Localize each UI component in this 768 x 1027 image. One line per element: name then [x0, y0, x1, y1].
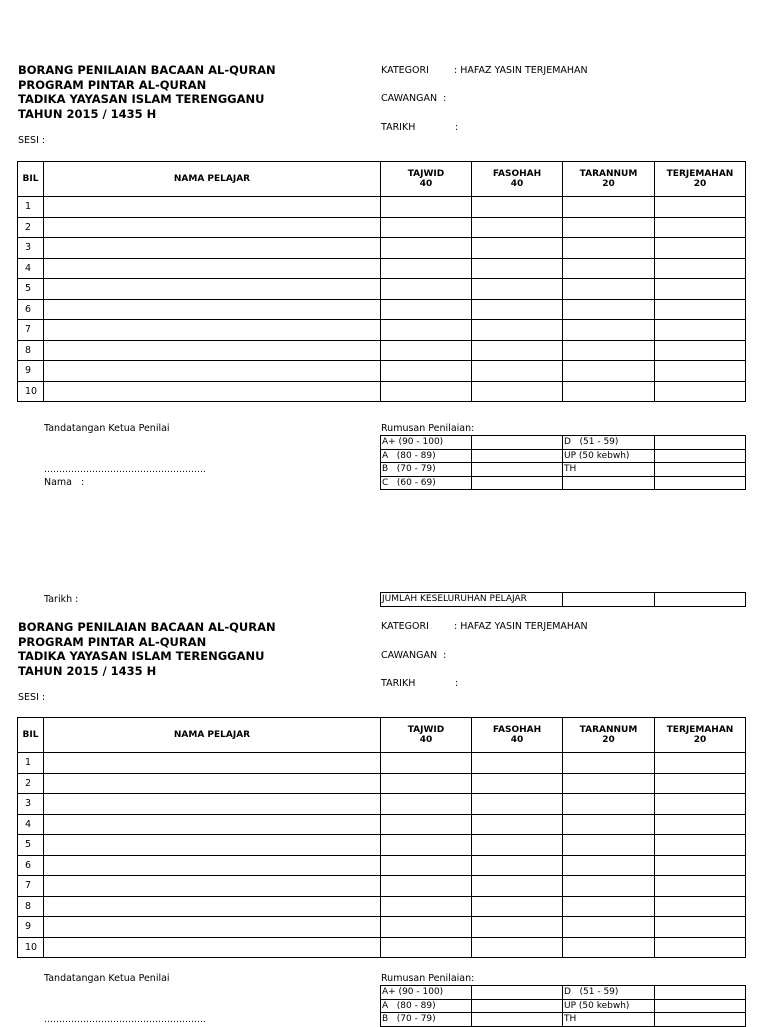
total-table [380, 592, 746, 607]
row-number: 1 [18, 753, 44, 774]
terjemahan-cell[interactable] [655, 258, 746, 279]
col-terjemahan: TERJEMAHAN 20 [655, 718, 746, 753]
tarannum-cell[interactable] [563, 855, 655, 876]
tajwid-cell[interactable] [381, 238, 472, 259]
tarannum-cell[interactable] [563, 361, 655, 382]
row-number: 6 [18, 855, 44, 876]
tajwid-cell[interactable] [381, 320, 472, 341]
fasohah-cell[interactable] [472, 814, 563, 835]
grade-cell [563, 476, 655, 490]
sesi-label: SESI : [18, 135, 46, 146]
grade-cell: C (60 - 69) [381, 476, 472, 490]
tarannum-cell[interactable] [563, 753, 655, 774]
tarikh-footer-label[interactable]: Tarikh : [44, 594, 79, 605]
rumusan-table [380, 435, 746, 490]
rumusan-title: Rumusan Penilaian: [381, 973, 475, 984]
tarannum-cell[interactable] [563, 299, 655, 320]
table-row [18, 794, 746, 815]
signature-line[interactable]: ……………………………………………… [44, 465, 206, 475]
table-row [18, 320, 746, 341]
tarannum-cell[interactable] [563, 340, 655, 361]
row-number: 9 [18, 361, 44, 382]
tarikh-colon[interactable]: : [455, 122, 459, 133]
terjemahan-cell[interactable] [655, 794, 746, 815]
student-name-cell[interactable] [44, 217, 381, 238]
fasohah-cell[interactable] [472, 258, 563, 279]
terjemahan-cell[interactable] [655, 299, 746, 320]
tajwid-cell[interactable] [381, 340, 472, 361]
terjemahan-cell[interactable] [655, 340, 746, 361]
student-name-cell[interactable] [44, 753, 381, 774]
tajwid-cell[interactable] [381, 217, 472, 238]
table-row [18, 876, 746, 897]
student-name-cell[interactable] [44, 279, 381, 300]
row-number: 7 [18, 876, 44, 897]
grade-count[interactable] [472, 986, 563, 1000]
table-row [18, 217, 746, 238]
signature-label: Tandatangan Ketua Penilai [44, 423, 170, 434]
col-terjemahan: TERJEMAHAN 20 [655, 162, 746, 197]
tajwid-cell[interactable] [381, 258, 472, 279]
fasohah-cell[interactable] [472, 238, 563, 259]
score-table [17, 717, 746, 958]
tarikh-label: TARIKH [381, 678, 416, 689]
tarannum-cell[interactable] [563, 835, 655, 856]
tarikh-label: TARIKH [381, 122, 416, 133]
tajwid-cell[interactable] [381, 299, 472, 320]
signature-line[interactable]: ……………………………………………… [44, 1015, 206, 1025]
cawangan-label[interactable]: CAWANGAN : [381, 650, 447, 661]
grade-cell: A (80 - 89) [381, 999, 472, 1013]
table-row [18, 340, 746, 361]
grade-cell: UP (50 kebwh) [563, 449, 655, 463]
terjemahan-cell[interactable] [655, 773, 746, 794]
grade-cell: B (70 - 79) [381, 1013, 472, 1027]
row-number: 6 [18, 299, 44, 320]
fasohah-cell[interactable] [472, 299, 563, 320]
student-name-cell[interactable] [44, 814, 381, 835]
fasohah-cell[interactable] [472, 197, 563, 218]
row-number: 9 [18, 917, 44, 938]
title-line: TAHUN 2015 / 1435 H [18, 663, 157, 678]
grade-count[interactable] [472, 999, 563, 1013]
terjemahan-cell[interactable] [655, 361, 746, 382]
terjemahan-cell[interactable] [655, 238, 746, 259]
kategori-label: KATEGORI [381, 65, 429, 76]
tajwid-cell[interactable] [381, 197, 472, 218]
tajwid-cell[interactable] [381, 753, 472, 774]
student-name-cell[interactable] [44, 773, 381, 794]
form-title [18, 63, 276, 121]
kategori-value: : HAFAZ YASIN TERJEMAHAN [454, 621, 588, 632]
form-title [18, 620, 276, 678]
grade-count[interactable] [655, 436, 746, 450]
table-row [18, 238, 746, 259]
cawangan-label[interactable]: CAWANGAN : [381, 93, 447, 104]
student-name-cell[interactable] [44, 835, 381, 856]
col-fasohah: FASOHAH 40 [472, 162, 563, 197]
fasohah-cell[interactable] [472, 381, 563, 402]
fasohah-cell[interactable] [472, 896, 563, 917]
title-line: PROGRAM PINTAR AL-QURAN [18, 634, 207, 649]
fasohah-cell[interactable] [472, 794, 563, 815]
tajwid-cell[interactable] [381, 876, 472, 897]
terjemahan-cell[interactable] [655, 814, 746, 835]
row-number: 8 [18, 340, 44, 361]
grade-cell: A (80 - 89) [381, 449, 472, 463]
grade-cell: TH [563, 463, 655, 477]
tarannum-cell[interactable] [563, 238, 655, 259]
row-number: 10 [18, 381, 44, 402]
row-number: 4 [18, 258, 44, 279]
row-number: 3 [18, 794, 44, 815]
row-number: 1 [18, 197, 44, 218]
total-count[interactable] [655, 593, 746, 607]
tarannum-cell[interactable] [563, 320, 655, 341]
terjemahan-cell[interactable] [655, 937, 746, 958]
terjemahan-cell[interactable] [655, 279, 746, 300]
tarannum-cell[interactable] [563, 197, 655, 218]
tajwid-cell[interactable] [381, 794, 472, 815]
student-name-cell[interactable] [44, 917, 381, 938]
student-name-cell[interactable] [44, 197, 381, 218]
col-tarannum: TARANNUM 20 [563, 718, 655, 753]
title-line: BORANG PENILAIAN BACAAN AL-QURAN [18, 620, 276, 634]
student-name-cell[interactable] [44, 340, 381, 361]
kategori-label: KATEGORI [381, 621, 429, 632]
student-name-cell[interactable] [44, 937, 381, 958]
grade-count[interactable] [472, 463, 563, 477]
terjemahan-cell[interactable] [655, 896, 746, 917]
row-number: 5 [18, 835, 44, 856]
student-name-cell[interactable] [44, 896, 381, 917]
col-tajwid: TAJWID 40 [381, 718, 472, 753]
grade-cell: TH [563, 1013, 655, 1027]
table-body [18, 753, 746, 958]
nama-label[interactable]: Nama : [44, 477, 85, 488]
row-number: 8 [18, 896, 44, 917]
tarannum-cell[interactable] [563, 794, 655, 815]
sesi-label: SESI : [18, 692, 46, 703]
terjemahan-cell[interactable] [655, 217, 746, 238]
tajwid-cell[interactable] [381, 814, 472, 835]
row-number: 2 [18, 773, 44, 794]
grade-count[interactable] [655, 476, 746, 490]
table-row [18, 896, 746, 917]
tajwid-cell[interactable] [381, 381, 472, 402]
terjemahan-cell[interactable] [655, 381, 746, 402]
student-name-cell[interactable] [44, 238, 381, 259]
grade-cell: B (70 - 79) [381, 463, 472, 477]
tajwid-cell[interactable] [381, 855, 472, 876]
row-number: 5 [18, 279, 44, 300]
table-row [18, 753, 746, 774]
table-row [18, 855, 746, 876]
col-fasohah: FASOHAH 40 [472, 718, 563, 753]
fasohah-cell[interactable] [472, 217, 563, 238]
tarikh-colon[interactable]: : [455, 678, 459, 689]
student-name-cell[interactable] [44, 794, 381, 815]
terjemahan-cell[interactable] [655, 197, 746, 218]
row-number: 2 [18, 217, 44, 238]
terjemahan-cell[interactable] [655, 835, 746, 856]
table-row [18, 258, 746, 279]
table-row [18, 361, 746, 382]
table-row [18, 279, 746, 300]
table-row [18, 814, 746, 835]
tajwid-cell[interactable] [381, 361, 472, 382]
tajwid-cell[interactable] [381, 937, 472, 958]
table-row [18, 299, 746, 320]
terjemahan-cell[interactable] [655, 917, 746, 938]
rumusan-title: Rumusan Penilaian: [381, 423, 475, 434]
tajwid-cell[interactable] [381, 835, 472, 856]
student-name-cell[interactable] [44, 855, 381, 876]
row-number: 3 [18, 238, 44, 259]
score-table [17, 161, 746, 402]
row-number: 7 [18, 320, 44, 341]
col-tajwid: TAJWID 40 [381, 162, 472, 197]
rumusan-table [380, 985, 746, 1027]
grade-cell: D (51 - 59) [563, 986, 655, 1000]
fasohah-cell[interactable] [472, 917, 563, 938]
tarannum-cell[interactable] [563, 917, 655, 938]
title-line: TAHUN 2015 / 1435 H [18, 106, 157, 121]
tarannum-cell[interactable] [563, 896, 655, 917]
fasohah-cell[interactable] [472, 876, 563, 897]
tajwid-cell[interactable] [381, 896, 472, 917]
row-number: 10 [18, 937, 44, 958]
student-name-cell[interactable] [44, 876, 381, 897]
total-label: JUMLAH KESELURUHAN PELAJAR [381, 593, 563, 607]
fasohah-cell[interactable] [472, 753, 563, 774]
grade-count[interactable] [472, 449, 563, 463]
terjemahan-cell[interactable] [655, 320, 746, 341]
table-row [18, 835, 746, 856]
table-row [18, 773, 746, 794]
fasohah-cell[interactable] [472, 340, 563, 361]
grade-count[interactable] [472, 436, 563, 450]
grade-cell: UP (50 kebwh) [563, 999, 655, 1013]
title-line: BORANG PENILAIAN BACAAN AL-QURAN [18, 63, 276, 77]
grade-cell: A+ (90 - 100) [381, 436, 472, 450]
tarannum-cell[interactable] [563, 381, 655, 402]
grade-count[interactable] [655, 463, 746, 477]
fasohah-cell[interactable] [472, 835, 563, 856]
col-nama-pelajar: NAMA PELAJAR [44, 162, 381, 197]
terjemahan-cell[interactable] [655, 876, 746, 897]
table-row [18, 937, 746, 958]
table-row [18, 381, 746, 402]
total-count[interactable] [563, 593, 655, 607]
tarannum-cell[interactable] [563, 279, 655, 300]
col-nama-pelajar: NAMA PELAJAR [44, 718, 381, 753]
title-line: TADIKA YAYASAN ISLAM TERENGGANU [18, 649, 265, 663]
kategori-value: : HAFAZ YASIN TERJEMAHAN [454, 65, 588, 76]
signature-label: Tandatangan Ketua Penilai [44, 973, 170, 984]
tarannum-cell[interactable] [563, 937, 655, 958]
tarannum-cell[interactable] [563, 217, 655, 238]
fasohah-cell[interactable] [472, 773, 563, 794]
student-name-cell[interactable] [44, 361, 381, 382]
grade-count[interactable] [472, 476, 563, 490]
col-tarannum: TARANNUM 20 [563, 162, 655, 197]
student-name-cell[interactable] [44, 258, 381, 279]
fasohah-cell[interactable] [472, 937, 563, 958]
student-name-cell[interactable] [44, 381, 381, 402]
fasohah-cell[interactable] [472, 855, 563, 876]
grade-count[interactable] [655, 449, 746, 463]
col-bil: BIL [18, 162, 44, 197]
col-bil: BIL [18, 718, 44, 753]
terjemahan-cell[interactable] [655, 753, 746, 774]
terjemahan-cell[interactable] [655, 855, 746, 876]
table-row [18, 197, 746, 218]
title-line: PROGRAM PINTAR AL-QURAN [18, 77, 207, 92]
tarannum-cell[interactable] [563, 258, 655, 279]
tarannum-cell[interactable] [563, 773, 655, 794]
table-row [18, 917, 746, 938]
fasohah-cell[interactable] [472, 320, 563, 341]
grade-count[interactable] [655, 999, 746, 1013]
tajwid-cell[interactable] [381, 917, 472, 938]
tajwid-cell[interactable] [381, 279, 472, 300]
fasohah-cell[interactable] [472, 279, 563, 300]
tajwid-cell[interactable] [381, 773, 472, 794]
grade-cell: A+ (90 - 100) [381, 986, 472, 1000]
student-name-cell[interactable] [44, 320, 381, 341]
grade-cell: D (51 - 59) [563, 436, 655, 450]
row-number: 4 [18, 814, 44, 835]
tarannum-cell[interactable] [563, 814, 655, 835]
grade-count[interactable] [655, 986, 746, 1000]
title-line: TADIKA YAYASAN ISLAM TERENGGANU [18, 92, 265, 106]
fasohah-cell[interactable] [472, 361, 563, 382]
student-name-cell[interactable] [44, 299, 381, 320]
table-body [18, 197, 746, 402]
tarannum-cell[interactable] [563, 876, 655, 897]
